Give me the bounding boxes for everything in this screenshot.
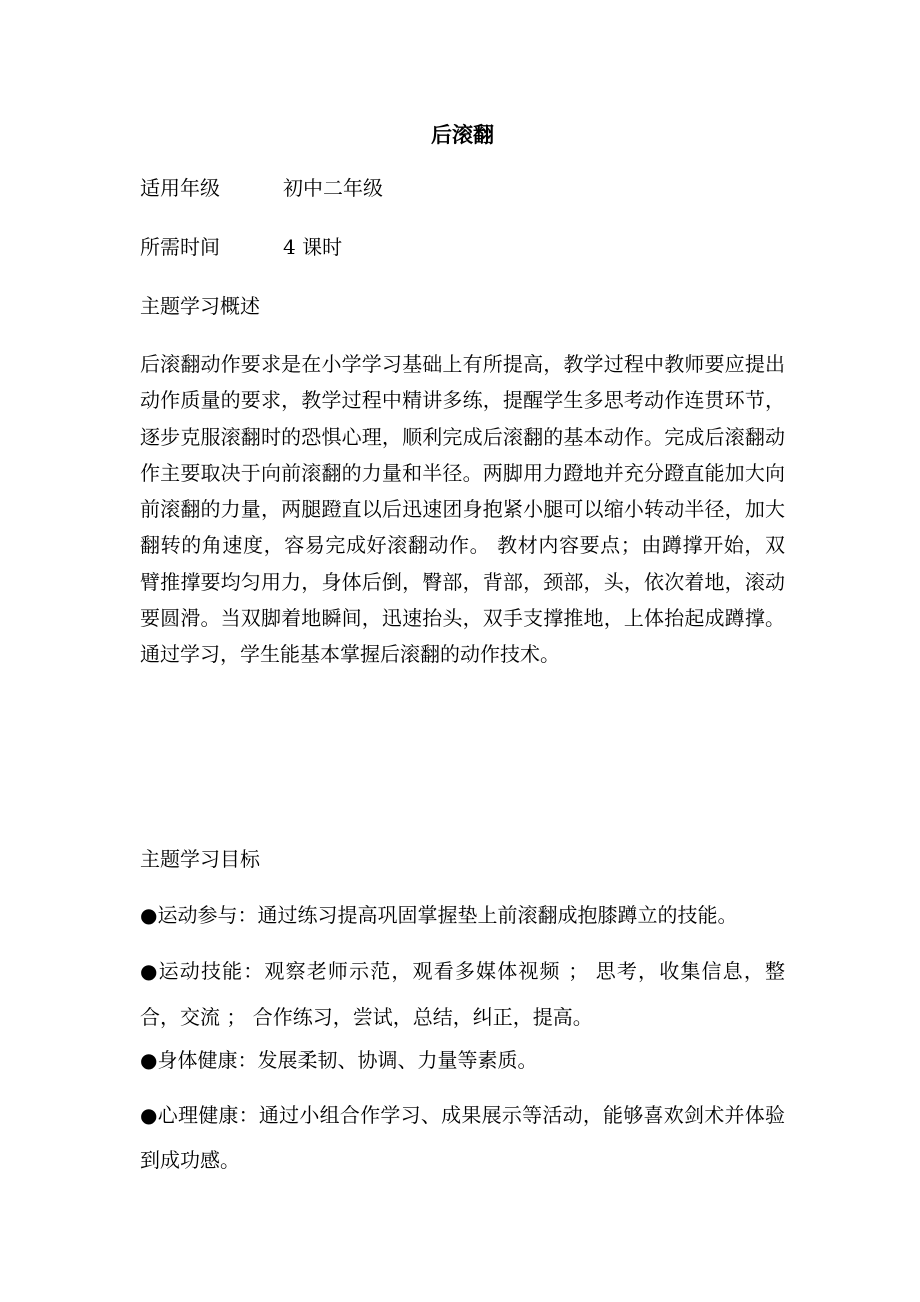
- goal-text: 身体健康：发展柔韧、协调、力量等素质。: [157, 1048, 538, 1072]
- goal-item: [140, 1044, 785, 1076]
- bullet-icon: ●: [140, 903, 158, 927]
- bullet-icon: ●: [140, 1103, 158, 1127]
- goal-text: 运动技能：观察老师示范，观看多媒体视频 ； 思考，收集信息，整合，交流 ； 合作练习，尝试，总结，纠正，提高。: [140, 959, 786, 1029]
- document-title: 后滚翻: [431, 122, 494, 147]
- overview-heading: 主题学习概述: [140, 294, 260, 318]
- overview-paragraph: 后滚翻动作要求是在小学学习基础上有所提高，教学过程中教师要应提出动作质量的要求，教学过程中精讲多练，提醒学生多思考动作连贯环节，逐步克服滚翻时的恐惧心理，顺利完成后滚翻的基本动作。完成后滚翻动作主要取决于向前滚翻的力量和半径。两脚用力蹬地并充分蹬直能加大向前滚翻的力量，两腿蹬直以后迅速团身抱紧小腿可以缩小转动半径，加大翻转的角速度，容易完成好滚翻动作。 教材内容要点；由蹲撑开始，双臂推撑要均匀用力，身体后倒，臀部，背部，颈部，头，依次着地，滚动要圆滑。当双脚着地瞬间，迅速抬头，双手支撑推地，上体抬起成蹲撑。 通过学习，学生能基本掌握后滚翻的动作技术。: [140, 352, 785, 667]
- goals-heading: 主题学习目标: [140, 847, 260, 871]
- meta-label-duration: 所需时间: [140, 235, 220, 259]
- goal-item: [140, 948, 785, 1040]
- goal-item: [140, 899, 785, 931]
- meta-label-grade: 适用年级: [140, 176, 220, 200]
- goal-item: [140, 1093, 785, 1183]
- bullet-icon: ●: [140, 1048, 158, 1072]
- bullet-icon: ●: [140, 959, 159, 983]
- meta-row-duration: [140, 231, 342, 263]
- goal-text: 运动参与：通过练习提高巩固掌握垫上前滚翻成抱膝蹲立的技能。: [157, 903, 738, 927]
- meta-value-grade: 初中二年级: [283, 176, 383, 200]
- meta-value-duration: 4 课时: [283, 235, 343, 259]
- meta-row-grade: [140, 172, 383, 204]
- goal-text: 心理健康：通过小组合作学习、成果展示等活动，能够喜欢剑术并体验到成功感。: [140, 1103, 786, 1172]
